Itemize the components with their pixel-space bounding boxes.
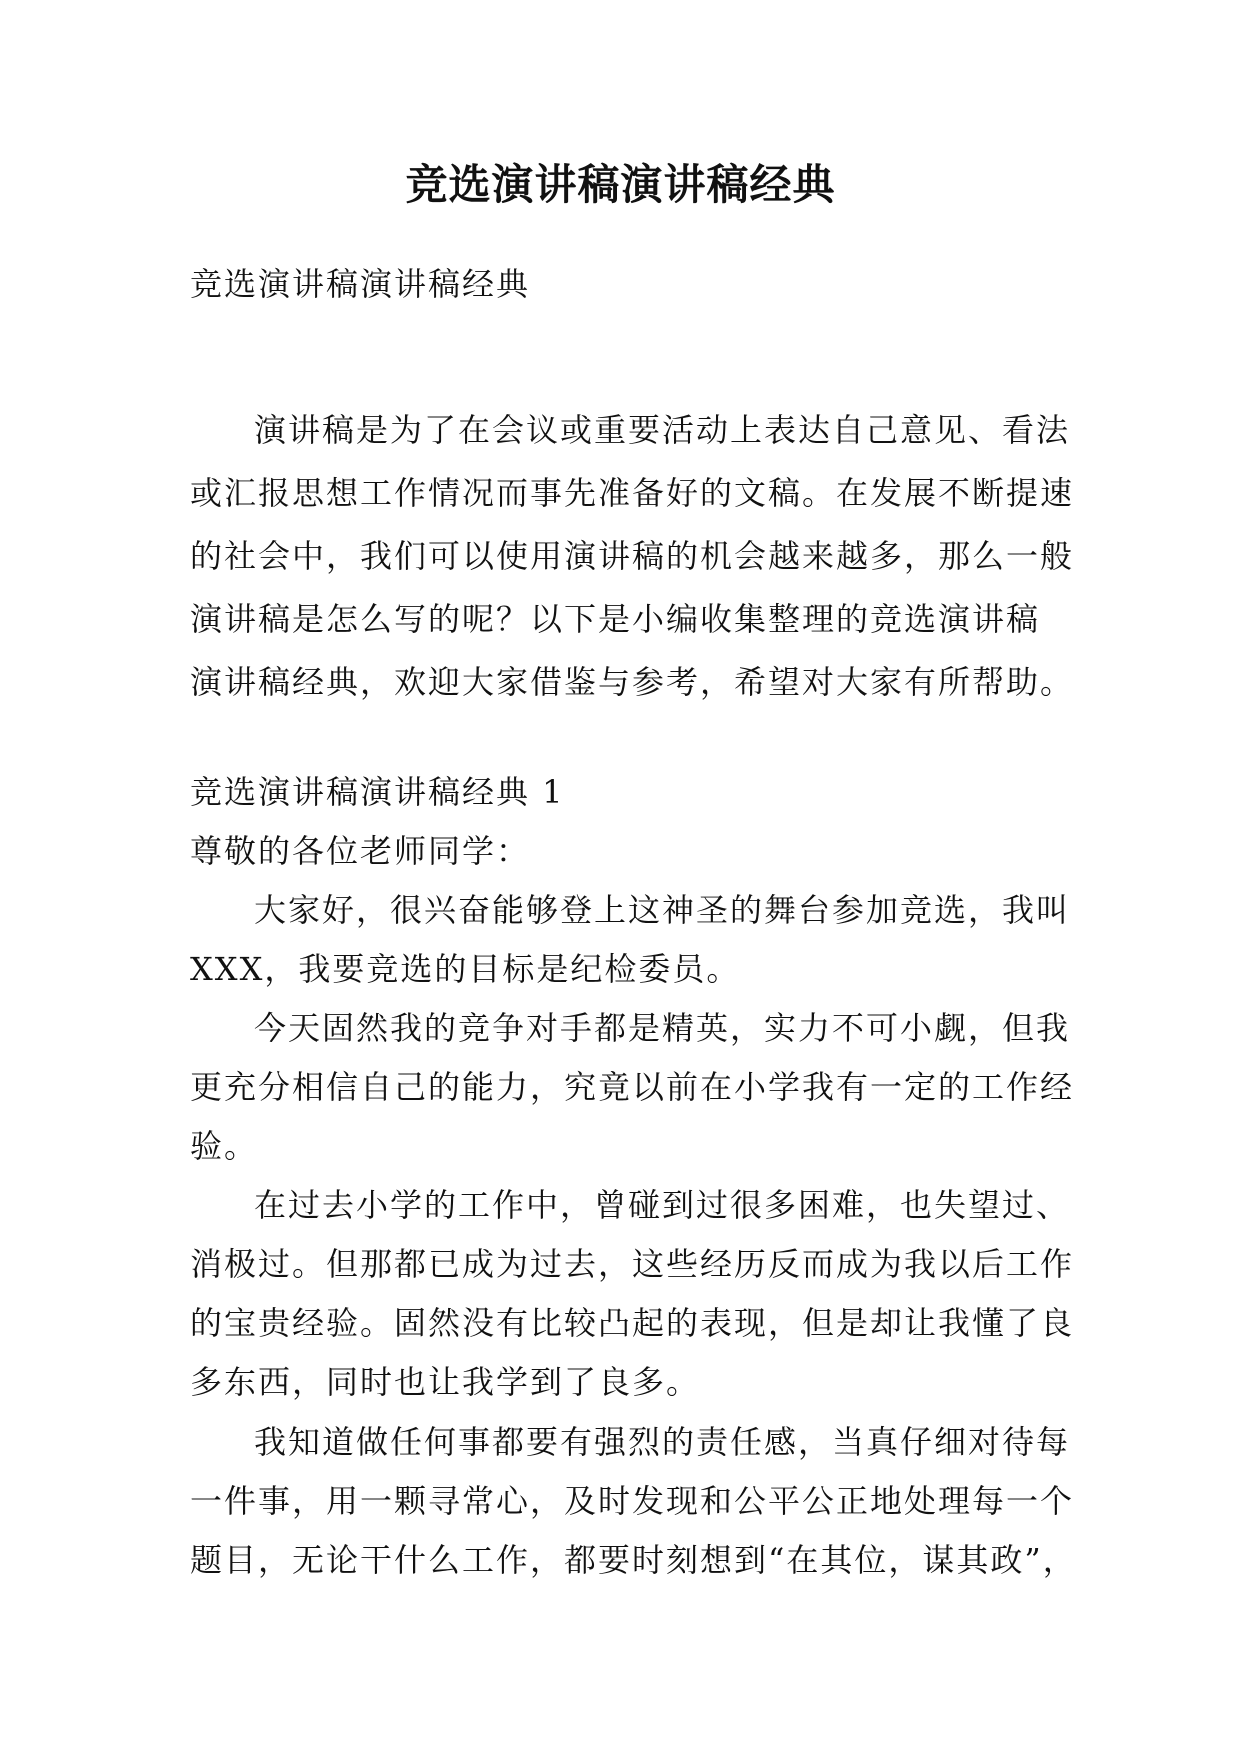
intro-line: 演讲稿经典，欢迎大家借鉴与参考，希望对大家有所帮助。 <box>190 663 1075 701</box>
paragraph-line: 更充分相信自己的能力，究竟以前在小学我有一定的工作经 <box>190 1068 1075 1106</box>
intro-line: 演讲稿是怎么写的呢？以下是小编收集整理的竞选演讲稿 <box>190 600 1041 638</box>
salutation: 尊敬的各位老师同学： <box>190 832 531 870</box>
paragraph-line: 验。 <box>190 1127 259 1165</box>
paragraph-line: 一件事，用一颗寻常心，及时发现和公平公正地处理每一个 <box>190 1482 1075 1520</box>
document-subtitle: 竞选演讲稿演讲稿经典 <box>190 265 531 303</box>
paragraph-line: XXX，我要竞选的目标是纪检委员。 <box>190 950 741 988</box>
intro-line: 的社会中，我们可以使用演讲稿的机会越来越多，那么一般 <box>190 537 1075 575</box>
intro-line: 或汇报思想工作情况而事先准备好的文稿。在发展不断提速 <box>190 474 1075 512</box>
paragraph-line: 的宝贵经验。固然没有比较凸起的表现，但是却让我懂了良 <box>190 1304 1075 1342</box>
document-title: 竞选演讲稿演讲稿经典 <box>405 160 836 209</box>
paragraph-line: 在过去小学的工作中，曾碰到过很多困难，也失望过、 <box>254 1186 1071 1224</box>
paragraph-line: 多东西，同时也让我学到了良多。 <box>190 1363 701 1401</box>
paragraph-line: 消极过。但那都已成为过去，这些经历反而成为我以后工作 <box>190 1245 1075 1283</box>
paragraph-line: 我知道做任何事都要有强烈的责任感，当真仔细对待每 <box>254 1423 1071 1461</box>
paragraph-line: 今天固然我的竞争对手都是精英，实力不可小觑，但我 <box>254 1009 1071 1047</box>
paragraph-line: 题目，无论干什么工作，都要时刻想到“在其位，谋其政”， <box>190 1541 1077 1579</box>
intro-line: 演讲稿是为了在会议或重要活动上表达自己意见、看法 <box>254 411 1071 449</box>
section-heading: 竞选演讲稿演讲稿经典 1 <box>190 773 565 811</box>
paragraph-line: 大家好，很兴奋能够登上这神圣的舞台参加竞选，我叫 <box>254 891 1071 929</box>
